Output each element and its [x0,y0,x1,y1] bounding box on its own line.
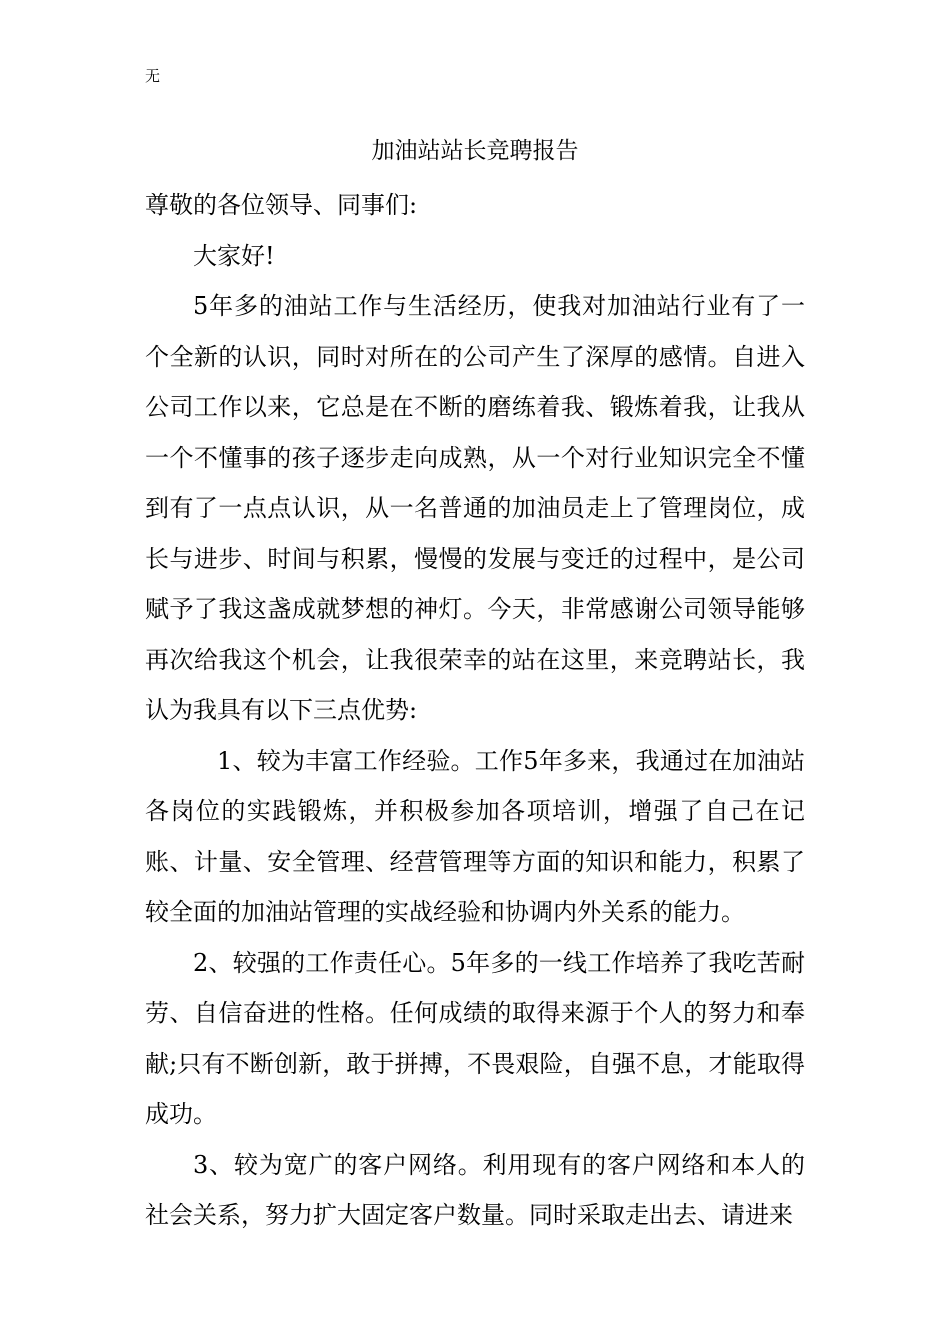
greeting: 大家好! [193,241,275,270]
paragraph-advantage-2: 2、较强的工作责任心。5年多的一线工作培养了我吃苦耐劳、自信奋进的性格。任何成绩的取得来源于个人的努力和奉献;只有不断创新，敢于拼搏，不畏艰险，自强不息，才能取得成功。 [145,948,805,1128]
salutation: 尊敬的各位领导、同事们: [145,191,418,219]
document-body [145,180,805,1241]
document-title: 加油站站长竞聘报告 [371,138,579,164]
paragraph-advantage-1: 1、较为丰富工作经验。工作5年多来，我通过在加油站各岗位的实践锻炼，并积极参加各项培训，增强了自己在记账、计量、安全管理、经营管理等方面的知识和能力，积累了较全面的加油站管理的实战经验和协调内外关系的能力。 [145,746,805,926]
header-mark: 无 [145,67,161,85]
paragraph-intro: 5年多的油站工作与生活经历，使我对加油站行业有了一个全新的认识，同时对所在的公司产生了深厚的感情。自进入公司工作以来，它总是在不断的磨练着我、锻炼着我，让我从一个不懂事的孩子逐步走向成熟，从一个对行业知识完全不懂到有了一点点认识，从一名普通的加油员走上了管理岗位，成长与进步、时间与积累，慢慢的发展与变迁的过程中，是公司赋予了我这盏成就梦想的神灯。今天，非常感谢公司领导能够再次给我这个机会，让我很荣幸的站在这里，来竞聘站长，我认为我具有以下三点优势: [145,292,805,724]
paragraph-advantage-3: 3、较为宽广的客户网络。利用现有的客户网络和本人的社会关系，努力扩大固定客户数量。同时采取走出去、请进来 [145,1150,805,1229]
